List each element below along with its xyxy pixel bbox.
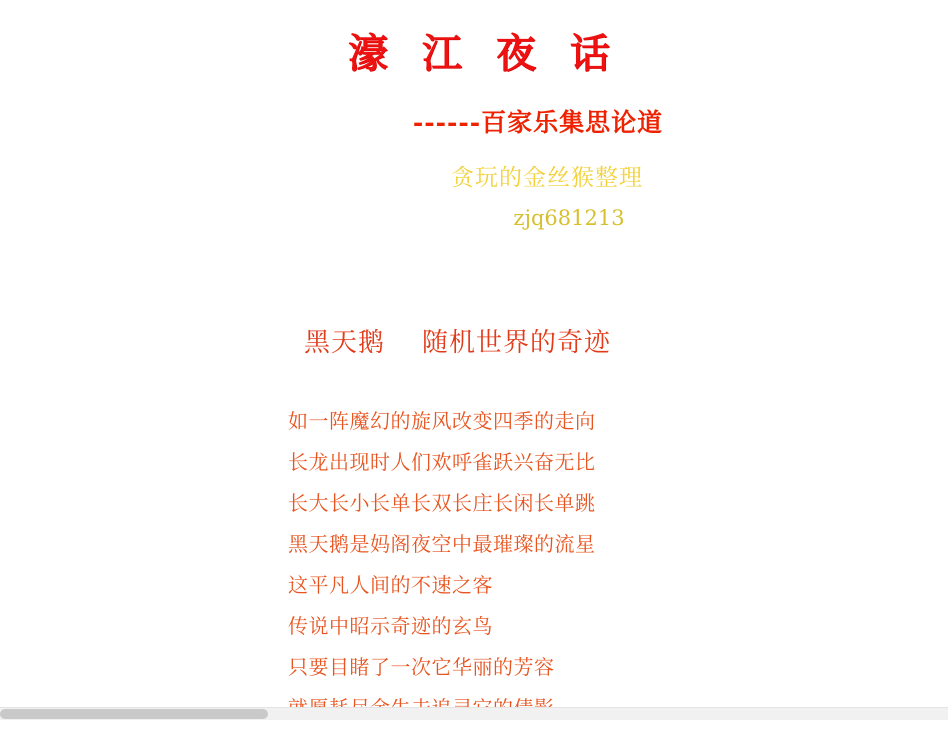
poem-line: 如一阵魔幻的旋风改变四季的走向	[288, 409, 596, 433]
poem-body	[0, 359, 948, 729]
horizontal-scrollbar-thumb[interactable]	[0, 709, 268, 719]
page-title: 濠 江 夜 话	[348, 30, 620, 77]
poem-line: 只要目睹了一次它华丽的芳容	[288, 655, 555, 679]
author-user-id: zjq681213	[513, 206, 625, 230]
poem-line: 长大长小长单长双长庄长闲长单跳	[288, 491, 596, 515]
page-subtitle: ------百家乐集思论道	[412, 108, 664, 137]
poem-line: 长龙出现时人们欢呼雀跃兴奋无比	[288, 450, 596, 474]
poem-line: 这平凡人间的不速之客	[288, 573, 493, 597]
poem-line: 传说中昭示奇迹的玄鸟	[288, 614, 493, 638]
poem-title: 黑天鹅 随机世界的奇迹	[304, 328, 612, 358]
poem-line: 黑天鹅是妈阁夜空中最璀璨的流星	[288, 532, 596, 556]
author-credit: 贪玩的金丝猴整理	[451, 165, 643, 191]
horizontal-scrollbar[interactable]	[0, 707, 948, 720]
